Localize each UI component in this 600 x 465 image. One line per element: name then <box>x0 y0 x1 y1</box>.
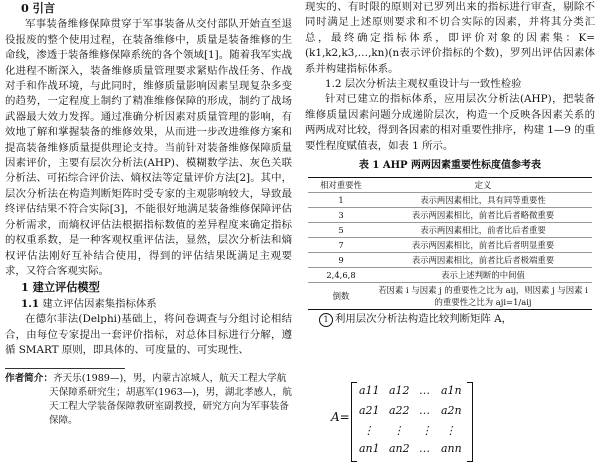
table-cell-value: 1 <box>308 193 374 208</box>
table-cell-definition: 表示两因素相比，具有同等重要性 <box>374 193 592 208</box>
circled-number: 1 <box>319 313 333 327</box>
footnote-label: 作者简介： <box>5 373 53 385</box>
matrix-cell: a12 <box>389 384 410 397</box>
section-1-2-heading <box>325 77 595 92</box>
matrix-right-bracket <box>467 382 473 462</box>
matrix-label: A= <box>331 410 350 424</box>
matrix-left-bracket <box>351 382 357 462</box>
intro-paragraph: 军事装备维修保障贯穿于军事装备从交付部队开始直至退役报废的整个使用过程，在装备维修中，质量是装备维修的生命线，渗透于装备维修保障系统的各个领域[1]。随着我军实战化进程不断深入，装备维修质量管理要求紧贴作战任务、作战对手和作战环境，与此同时，维修质量影响因素呈现复杂多变的趋势，一定程度上制约了精准维修保障的形成，制约了战场武器最大效力发挥。通过准确分析因素对质量管理的影响，有效地了解和掌握装备的维修效果，从而进一步改进维修方案和提高装备维修质量提供理论支持。当前针对装备维修保障质量因素评价，主要有层次分析法(AHP)、模糊数学法、灰色关联分析法、可拓综合评价法、熵权法等定量评价方法[2]。其中，层次分析法在构造判断矩阵时受专家的主观影响较大，导致最终评估结果不符合实际[3]，不能很好地满足装备维修保障评估分析需求，而熵权评估法根据指标数值的差异程度来确定指标的权重系数，是一种客观权重评估法，显然，层次分析法和熵权评估法刚好互补结合使用，得到的评估结果既满足主观要求，又符合客观实际。 <box>5 18 292 277</box>
table-row <box>308 283 592 310</box>
table-cell-value: 9 <box>308 253 374 268</box>
table-row <box>308 208 592 223</box>
table-cell-value: 2,4,6,8 <box>308 268 374 283</box>
table-cell-definition: 表示上述判断的中间值 <box>374 268 592 283</box>
table-row <box>308 268 592 283</box>
table-cell-value: 7 <box>308 238 374 253</box>
matrix-cell: a1n <box>441 384 462 397</box>
table-row <box>308 223 592 238</box>
matrix-cell: an1 <box>359 442 380 455</box>
matrix-cell: ⋮ <box>445 424 456 437</box>
table-cell-definition <box>374 283 592 310</box>
table-row <box>308 193 592 208</box>
section-1-1-title: 建立评估因素集指标体系 <box>42 297 157 310</box>
matrix-cell: … <box>419 404 430 417</box>
matrix-cell: a2n <box>441 404 462 417</box>
matrix-cell: ⋮ <box>393 424 404 437</box>
table-cell-value: 3 <box>308 208 374 223</box>
section-1-2-title: 层次分析法主观权重设计与一致性检验 <box>344 78 522 91</box>
step-1-line <box>319 312 595 327</box>
delphi-paragraph: 在德尔菲法(Delphi)基础上，将问卷调查与分组讨论相结合，由每位专家提出一套评价指标，对总体目标进行分解，遵循 SMART 原则，即具体的、可度量的、可实现性、 <box>5 313 292 356</box>
table-cell-definition: 表示两因素相比，前者比后者略微重要 <box>374 208 592 223</box>
section-1-heading: 1 建立评估模型 <box>21 280 100 295</box>
table-row <box>308 238 592 253</box>
section-0-heading: 0 引言 <box>21 1 56 15</box>
author-footnote <box>5 372 292 428</box>
table-header-definition: 定义 <box>474 180 492 191</box>
table-cell-definition: 表示两因素相比，前者比后者极端重要 <box>374 253 592 268</box>
section-1-2-number: 1.2 <box>325 78 342 91</box>
section-1-1-heading <box>21 297 292 312</box>
table-cell-value: 5 <box>308 223 374 238</box>
judgment-matrix <box>331 380 481 465</box>
table-header-importance: 相对重要性 <box>320 180 362 191</box>
table-row <box>308 253 592 268</box>
matrix-cell: an2 <box>389 442 410 455</box>
right-column <box>305 0 595 328</box>
matrix-cell: … <box>419 384 430 397</box>
matrix-cell: a11 <box>359 384 380 397</box>
step-1-text: 利用层次分析法构造比较判断矩阵 A， <box>335 313 513 326</box>
section-1-1-number: 1.1 <box>21 297 40 310</box>
footnote-divider <box>5 368 125 369</box>
matrix-cell: ann <box>441 442 462 455</box>
matrix-cell: … <box>419 442 430 455</box>
table-cell-definition: 表示两因素相比，前者比后者重要 <box>374 223 592 238</box>
footnote-text: 齐天乐(1989—)，男，内蒙古凉城人，航天工程大学航天保障系研究生；胡惠军(1963—)，男，湖北孝感人，航天工程大学装备保障教研室副教授，研究方向为军事装备保障。 <box>49 373 292 427</box>
continued-paragraph: 现实的、有时限的原则对已罗列出来的指标进行审查，剔除不同时满足上述原则要求和不切合实际的因素，并将其分类汇总，最终确定指标体系，即评价对象的因素集：K=(k1,k2,k3,…,kn)(n表示评价指标的个数)，罗列出评估因素体系并构建指标体系。 <box>305 1 595 75</box>
table-caption: 表 1 AHP 两两因素重要性标度值参考表 <box>358 160 542 172</box>
ahp-scale-table <box>308 177 592 310</box>
matrix-cell: a22 <box>389 404 410 417</box>
matrix-cell: a21 <box>359 404 380 417</box>
table-header-row <box>308 178 592 193</box>
matrix-cell: ⋮ <box>363 424 374 437</box>
reciprocal-definition-line-1: 若因素 i 与因素 j 的重要性之比为 aij，则因素 j 与因素 i <box>378 285 588 296</box>
left-column <box>5 0 292 428</box>
reciprocal-definition-line-2: 的重要性之比为 aji=1/aij <box>434 297 532 308</box>
ahp-paragraph: 针对已建立的指标体系，应用层次分析法(AHP)，把装备维修质量因素问题分成递阶层次，构造一个反映各因素关系的两两成对比较，得到各因素的相对重要性排序，构建 1—9 的重要性程度赋值表，如表 1 所示。 <box>305 93 595 152</box>
table-cell-value: 倒数 <box>308 283 374 310</box>
table-cell-definition: 表示两因素相比，前者比后者明显重要 <box>374 238 592 253</box>
matrix-cell: ⋮ <box>421 424 432 437</box>
